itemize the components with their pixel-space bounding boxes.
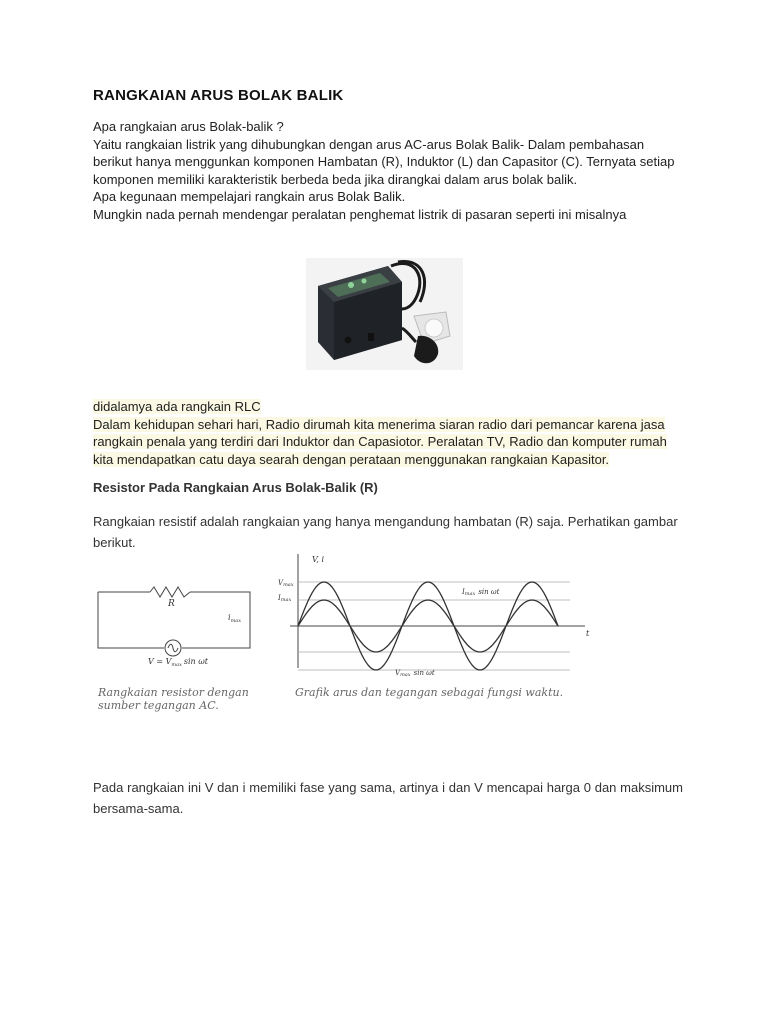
resistor-symbol <box>150 587 190 597</box>
current-curve-tail: sin ωt <box>478 588 500 596</box>
rlc-line: didalamya ada rangkain RLC <box>93 399 261 414</box>
intro-line: Mungkin nada pernah mendengar peralatan penghemat listrik di pasaran seperti ini misalnya <box>93 206 627 222</box>
current-curve-sub: max <box>464 591 476 597</box>
voltage-curve-label: V <box>395 669 401 677</box>
voltage-curve-sub: max <box>400 672 411 678</box>
resistif-paragraph: Rangkaian resistif adalah rangkaian yang hanya mengandung hambatan (R) saja. Perhatikan gambar berikut. <box>93 514 678 550</box>
vmax-label: V <box>278 579 284 587</box>
imax-label: I <box>278 594 281 602</box>
page-title: RANGKAIAN ARUS BOLAK BALIK <box>93 87 344 104</box>
circuit-caption-line: Rangkaian resistor dengan <box>98 686 249 699</box>
svg-text:Imax <box>277 594 291 603</box>
intro-line: Apa kegunaan mempelajari rangkain arus Bolak Balik. <box>93 189 406 204</box>
source-sub: max <box>171 662 182 668</box>
rlc-paragraph <box>93 398 683 468</box>
current-voltage-graph <box>290 554 585 670</box>
source-label: V = V <box>148 657 172 666</box>
intro-line: berikut hanya menggunkan komponen Hambatan (R), Induktor (L) dan Capasitor (C). Ternyata setiap <box>93 154 675 169</box>
rlc-line: rangkain penala yang terdiri dari Induktor dan Capasiotor. Peralatan TV, Radio dan komputer rumah <box>93 434 667 449</box>
circuit-caption-line: sumber tegangan AC. <box>98 699 219 712</box>
intro-paragraph <box>93 118 683 223</box>
source-tail: sin ωt <box>183 657 208 666</box>
section-heading: Resistor Pada Rangkaian Arus Bolak-Balik (R) <box>93 480 378 495</box>
graph-caption: Grafik arus dan tegangan sebagai fungsi waktu. <box>295 686 564 699</box>
svg-text:imax <box>228 613 241 624</box>
resistor-label: R <box>168 599 175 609</box>
svg-text:Imaxsin ωt <box>461 588 500 597</box>
intro-line: Apa rangkaian arus Bolak-balik ? <box>93 119 284 134</box>
rlc-line: Dalam kehidupan sehari hari, Radio dirumah kita menerima siaran radio dari pemancar karena jasa <box>93 416 665 432</box>
phase-paragraph: Pada rangkaian ini V dan i memiliki fase yang sama, artinya i dan V mencapai harga 0 dan maksimum bersama-sama. <box>93 780 683 816</box>
current-curve-label: I <box>462 588 465 596</box>
circuit-caption <box>98 686 249 712</box>
svg-text:Vmax <box>278 579 294 588</box>
intro-line: komponen memiliki karakteristik berbeda beda jika dirangkai dalam arus bolak balik. <box>93 171 578 187</box>
intro-line: Yaitu rangkaian listrik yang dihubungkan dengan arus AC-arus Bolak Balik- Dalam pembahasan <box>93 136 645 152</box>
svg-text:V = Vmaxsin ωt <box>148 657 209 668</box>
circuit-current-sub: max <box>230 618 242 624</box>
graph-x-axis-label: t <box>586 629 590 638</box>
graph-y-axis-label: V, i <box>312 555 325 564</box>
vmax-sub: max <box>283 582 294 588</box>
rlc-line: kita mendapatkan catu daya searah dengan perataan menggunakan rangkaian Kapasitor. <box>93 451 610 467</box>
voltage-curve-tail: sin ωt <box>413 669 435 677</box>
imax-sub: max <box>280 597 292 603</box>
energy-saver-device-photo <box>306 258 463 370</box>
resistor-ac-figure <box>90 550 590 725</box>
circuit-current-label: i <box>228 613 231 622</box>
